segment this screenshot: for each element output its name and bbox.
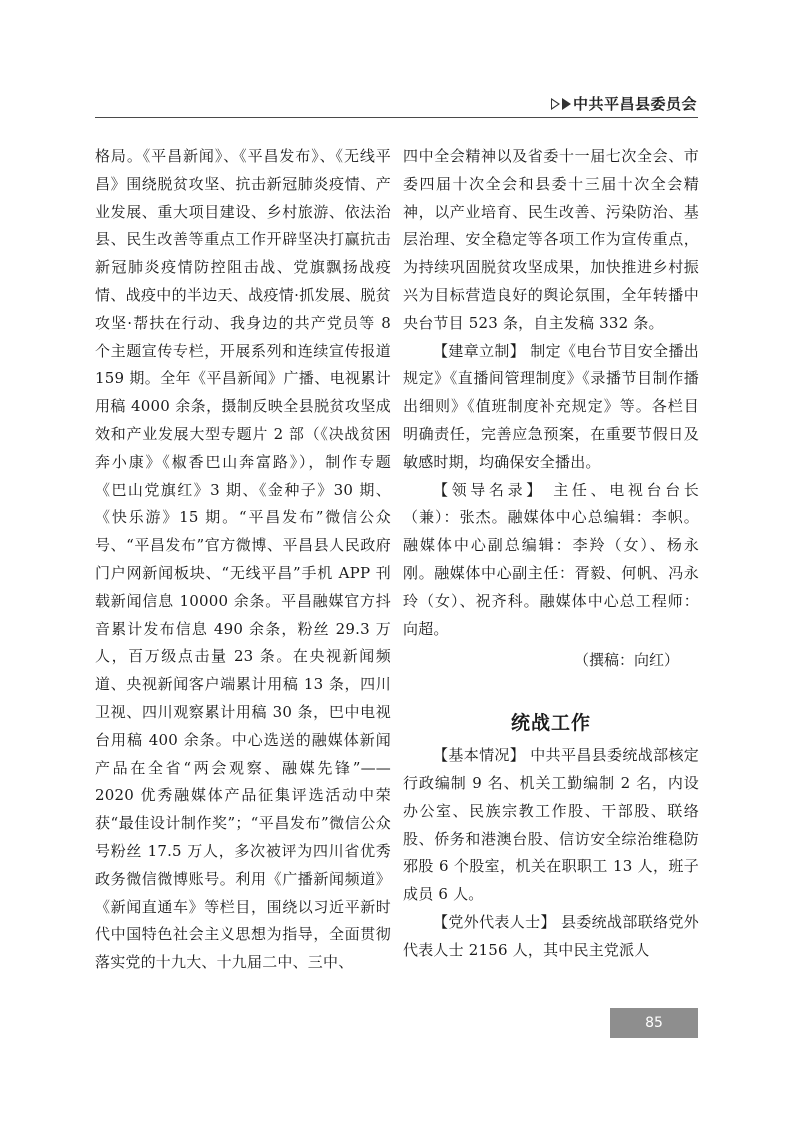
paragraph-non-party-reps: 【党外代表人士】 县委统战部联络党外代表人士 2156 人，其中民主党派人: [403, 912, 699, 959]
header-rule: [95, 117, 698, 118]
paragraph-regulations: 【建章立制】 制定《电台节目安全播出规定》《直播间管理制度》《录播节目制作播出细则》《值班制度补充规定》等。各栏目明确责任，完善应急预案，在重要节假日及敏感时期，均确保安全播出。: [403, 341, 699, 471]
section-heading: 统战工作: [510, 712, 591, 735]
triangle-outline-icon: [551, 98, 560, 110]
paragraph-leadership: 【领导名录】 主任、电视台台长（兼）：张杰。融媒体中心总编辑：李帜。融媒体中心副总编辑：李羚（女）、杨永刚。融媒体中心副主任：胥毅、何帆、冯永玲（女）、祝齐科。融媒体中心总工程师：向超。: [403, 480, 699, 638]
running-header: [551, 93, 697, 114]
header-title: 中共平昌县委员会: [572, 95, 697, 113]
right-column: [403, 143, 699, 965]
left-column: [95, 143, 391, 977]
paragraph-basic-info: 【基本情况】 中共平昌县委统战部核定行政编制 9 名、机关工勤编制 2 名，内设办公室、民族宗教工作股、干部股、联络股、侨务和港澳台股、信访安全综治维稳防邪股 6 个股室，机关在职职工 13 人，班子成员 6 人。: [403, 746, 699, 904]
triangle-icon: [562, 98, 571, 110]
paragraph: 格局。《平昌新闻》、《平昌发布》、《无线平昌》围绕脱贫攻坚、抗击新冠肺炎疫情、产业发展、重大项目建设、乡村旅游、依法治县、民生改善等重点工作开辟坚决打赢抗击新冠肺炎疫情防控阻击战、党旗飘扬战疫情、战疫中的半边天、战疫情·抓发展、脱贫攻坚·帮扶在行动、我身边的共产党员等 8 个主题宣传专栏，开展系列和连续宣传报道 159 期。全年《平昌新闻》广播、电视累计用稿 4000 余条，摄制反映全县脱贫攻坚成效和产业发展大型专题片 2 部（《决战贫困奔小康》《椒香巴山奔富路》），制作专题《巴山党旗红》3 期、《金种子》30 期、《快乐游》15 期。“平昌发布”微信公众号、“平昌发布”官方微博、平昌县人民政府门户网新闻板块、“无线平昌”手机 APP 刊载新闻信息 10000 余条。平昌融媒官方抖音累计发布信息 490 余条，粉丝 29.3 万人，百万级点击量 23 条。在央视新闻频道、央视新闻客户端累计用稿 13 条，四川卫视、四川观察累计用稿 30 条，巴中电视台用稿 400 余条。中心选送的融媒体新闻产品在全省“两会观察、融媒先锋”——2020 优秀融媒体产品征集评选活动中荣获“最佳设计制作奖”；“平昌发布”微信公众号粉丝 17.5 万人，多次被评为四川省优秀政务微信微博账号。利用《广播新闻频道》《新闻直通车》等栏目，围绕以习近平新时代中国特色社会主义思想为指导，全面贯彻落实党的十九大、十九届二中、三中、: [95, 147, 391, 972]
page-number: 85: [610, 1008, 698, 1038]
paragraph: 四中全会精神以及省委十一届七次全会、市委四届十次全会和县委十三届十次全会精神，以产业培育、民生改善、污染防治、基层治理、安全稳定等各项工作为宣传重点，为持续巩固脱贫攻坚成果，加快推进乡村振兴为目标营造良好的舆论氛围，全年转播中央台节目 523 条，自主发稿 332 条。: [403, 147, 699, 332]
author-credit: （撰稿：向红）: [573, 651, 679, 670]
